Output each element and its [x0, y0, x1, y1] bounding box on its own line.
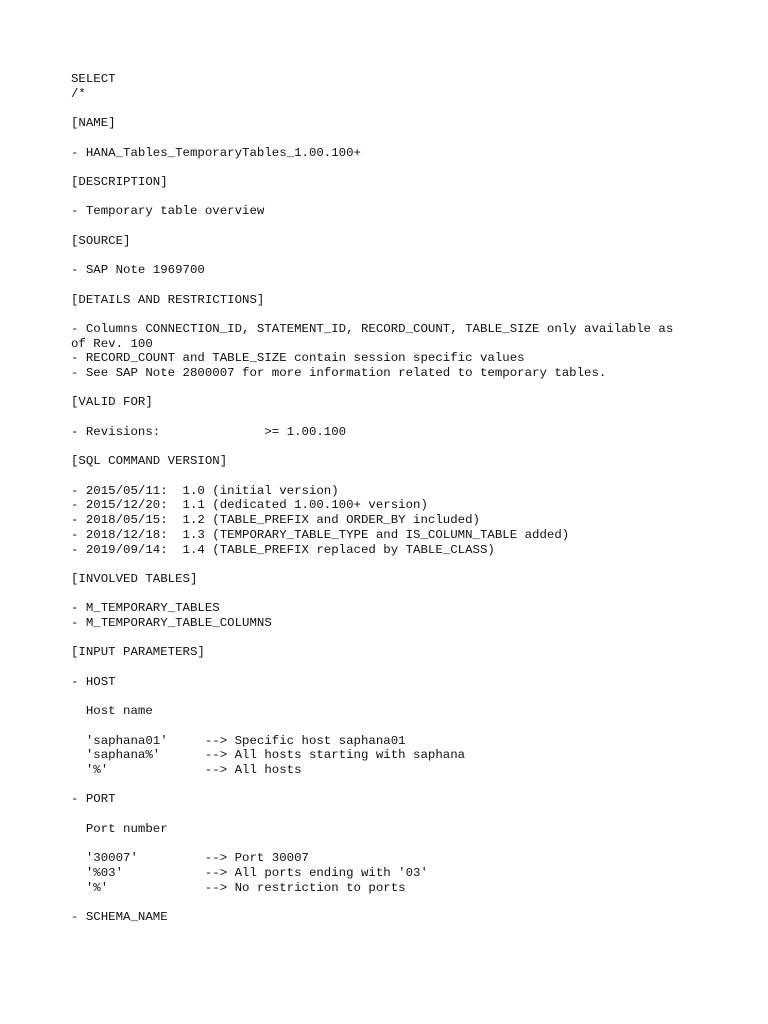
code-line: of Rev. 100	[71, 336, 153, 351]
code-line: - SCHEMA_NAME	[71, 910, 168, 925]
code-line: - 2018/12/18: 1.3 (TEMPORARY_TABLE_TYPE and IS_COLUMN_TABLE added)	[71, 527, 570, 542]
blank-line	[71, 587, 711, 602]
code-line: 'saphana01' --> Specific host saphana01	[71, 733, 406, 748]
blank-line	[71, 410, 711, 425]
code-line: - M_TEMPORARY_TABLE_COLUMNS	[71, 616, 272, 631]
code-line: - Temporary table overview	[71, 204, 265, 219]
blank-line	[71, 190, 711, 205]
sql-code-block	[71, 72, 711, 925]
code-line: - HOST	[71, 674, 116, 689]
code-line: - Revisions: >= 1.00.100	[71, 424, 347, 439]
code-line: [SOURCE]	[71, 233, 131, 248]
sql-document	[71, 72, 711, 925]
code-line: - 2018/05/15: 1.2 (TABLE_PREFIX and ORDER_BY included)	[71, 513, 480, 528]
code-line: [NAME]	[71, 116, 116, 131]
blank-line	[71, 895, 711, 910]
code-line: - See SAP Note 2800007 for more information related to temporary tables.	[71, 366, 607, 381]
code-line: '%' --> All hosts	[71, 763, 302, 778]
blank-line	[71, 131, 711, 146]
code-line: /*	[71, 86, 86, 101]
blank-line	[71, 719, 711, 734]
code-line: '%03' --> All ports ending with '03'	[71, 865, 428, 880]
blank-line	[71, 440, 711, 455]
code-line: [INPUT PARAMETERS]	[71, 645, 205, 660]
blank-line	[71, 660, 711, 675]
code-line: - RECORD_COUNT and TABLE_SIZE contain session specific values	[71, 351, 525, 366]
code-line: Port number	[71, 821, 168, 836]
code-line: '30007' --> Port 30007	[71, 851, 309, 866]
code-line: - 2015/05/11: 1.0 (initial version)	[71, 483, 339, 498]
code-line: - 2019/09/14: 1.4 (TABLE_PREFIX replaced by TABLE_CLASS)	[71, 542, 495, 557]
blank-line	[71, 807, 711, 822]
blank-line	[71, 307, 711, 322]
code-line: '%' --> No restriction to ports	[71, 880, 406, 895]
blank-line	[71, 248, 711, 263]
blank-line	[71, 631, 711, 646]
blank-line	[71, 778, 711, 793]
blank-line	[71, 837, 711, 852]
blank-line	[71, 219, 711, 234]
code-line: - M_TEMPORARY_TABLES	[71, 601, 220, 616]
code-line: - HANA_Tables_TemporaryTables_1.00.100+	[71, 145, 361, 160]
code-line: - PORT	[71, 792, 116, 807]
code-line: Host name	[71, 704, 153, 719]
code-line: - 2015/12/20: 1.1 (dedicated 1.00.100+ version)	[71, 498, 428, 513]
code-line: 'saphana%' --> All hosts starting with saphana	[71, 748, 466, 763]
blank-line	[71, 557, 711, 572]
code-line: SELECT	[71, 72, 116, 86]
blank-line	[71, 278, 711, 293]
blank-line	[71, 160, 711, 175]
blank-line	[71, 690, 711, 705]
code-line: [DETAILS AND RESTRICTIONS]	[71, 292, 265, 307]
blank-line	[71, 469, 711, 484]
code-line: [INVOLVED TABLES]	[71, 571, 198, 586]
blank-line	[71, 381, 711, 396]
code-line: - SAP Note 1969700	[71, 263, 205, 278]
code-line: [VALID FOR]	[71, 395, 153, 410]
code-line: [DESCRIPTION]	[71, 174, 168, 189]
code-line: - Columns CONNECTION_ID, STATEMENT_ID, RECORD_COUNT, TABLE_SIZE only available as	[71, 321, 674, 336]
blank-line	[71, 101, 711, 116]
code-line: [SQL COMMAND VERSION]	[71, 454, 228, 469]
